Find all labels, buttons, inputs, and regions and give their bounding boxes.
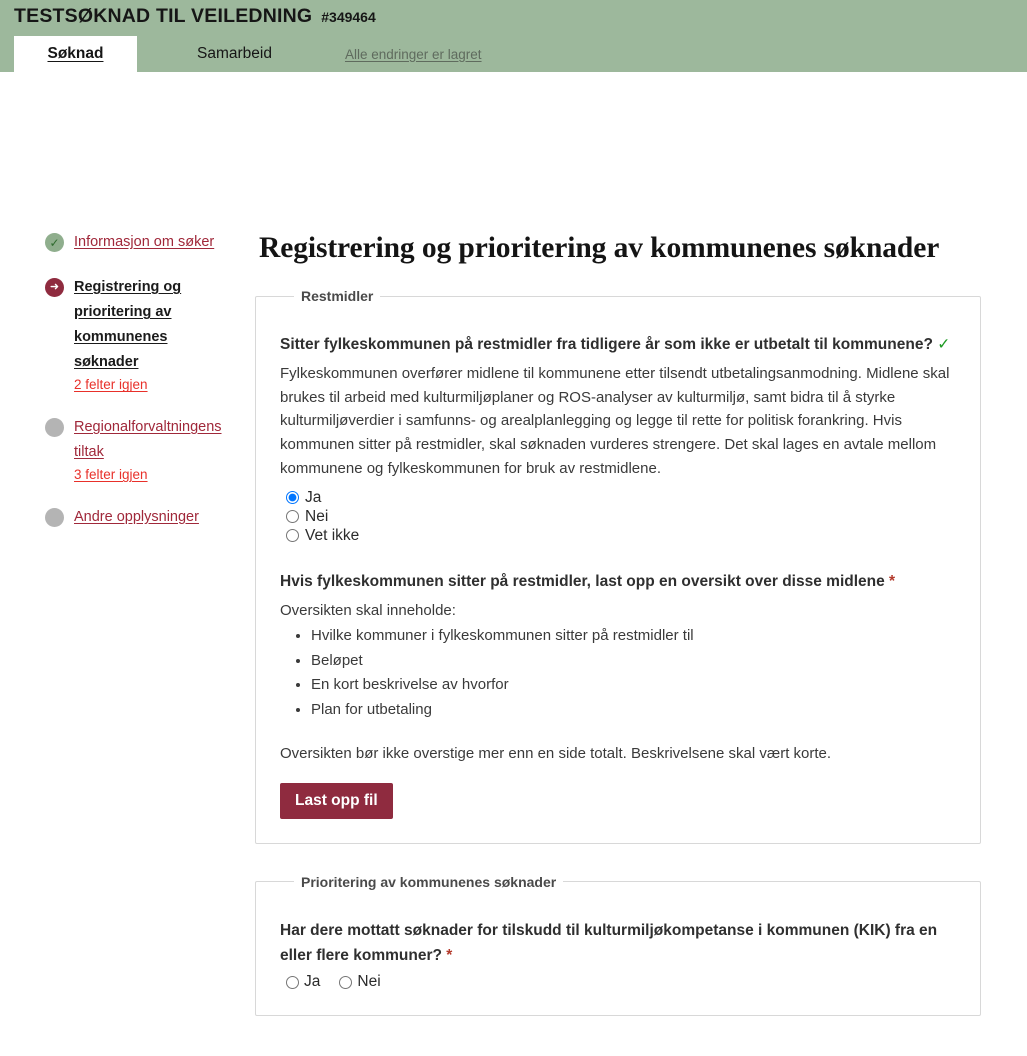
question-help-restmidler: Fylkeskommunen overfører midlene til kommunene etter tilsendt utbetalingsanmodning. Midlene skal brukes til arbeid med kulturmiljøplaner og ROS-analyser av kulturmiljø, samt bidra til å styrke kulturmiljøverdier i samfunns- og arealplanlegging og legge til rette for politisk forankring. Hvis kommunen sitter på restmidler, skal søknaden vurderes strengere. Det skal lages en avtale mellom kommunene og fylkeskommunen for bruk av restmidlene.	[280, 365, 950, 477]
fieldset-prioritering	[255, 874, 981, 1016]
radio-label-vet-ikke[interactable]: Vet ikke	[305, 526, 360, 544]
fieldset-restmidler	[255, 288, 981, 844]
question-text: Sitter fylkeskommunen på restmidler fra tidligere år som ikke er utbetalt til kommunene?	[280, 336, 933, 353]
radio-label-ja[interactable]: Ja	[305, 488, 322, 506]
dot-circle-icon	[45, 418, 64, 437]
radio-input-ja[interactable]	[286, 491, 299, 504]
sidebar-item-label: Informasjon om søker	[74, 234, 215, 250]
question-label-kik	[280, 918, 956, 968]
sidebar-item-remaining-fields[interactable]: 3 felter igjen	[74, 467, 148, 483]
radio-input-vet-ikke[interactable]	[286, 529, 299, 542]
radio-label-ja[interactable]: Ja	[304, 973, 321, 990]
question-label-last-opp-oversikt	[280, 569, 956, 594]
sidebar-item-registrering-og-prioritering[interactable]	[45, 275, 255, 395]
upload-file-button[interactable]: Last opp fil	[280, 783, 393, 819]
required-asterisk-icon: *	[446, 946, 453, 964]
check-circle-icon: ✓	[45, 233, 64, 252]
radio-option-vet-ikke[interactable]	[280, 527, 956, 545]
sidebar-item-regionalforvaltningens-tiltak[interactable]	[45, 415, 255, 485]
radio-option-nei[interactable]	[280, 508, 956, 526]
sidebar-item-andre-opplysninger[interactable]	[45, 505, 255, 530]
list-item: • En kort beskrivelse av hvorfor	[311, 673, 956, 697]
sidebar-item-texts	[74, 415, 224, 485]
radio-input-nei[interactable]	[286, 510, 299, 523]
question-text: Har dere mottatt søknader for tilskudd til kulturmiljøkompetanse i kommunen (KIK) fra en eller flere kommuner?	[280, 921, 938, 964]
sidebar-item-remaining-fields[interactable]: 2 felter igjen	[74, 377, 148, 393]
sidebar-item-texts	[74, 230, 214, 255]
radio-option-ja[interactable]	[280, 489, 956, 507]
dot-circle-icon	[45, 508, 64, 527]
app-header	[0, 0, 1027, 72]
radio-input-ja[interactable]	[286, 976, 299, 989]
tab-samarbeid[interactable]: Samarbeid	[197, 45, 272, 62]
sidebar-item-texts	[74, 275, 224, 395]
oversikt-requirements-list	[280, 624, 956, 722]
save-status-link[interactable]: Alle endringer er lagret	[344, 46, 482, 62]
radio-label-nei[interactable]: Nei	[357, 973, 381, 990]
fieldset-legend-restmidler: Restmidler	[301, 288, 374, 304]
section-heading: Registrering og prioritering av kommunenes søknader	[259, 232, 940, 264]
list-item: • Hvilke kommuner i fylkeskommunen sitter på restmidler til	[311, 624, 956, 648]
arrow-right-circle-icon: ➜	[45, 278, 64, 297]
sidebar-item-label: Registrering og prioritering av kommunenes søknader	[74, 279, 182, 371]
list-item: • Beløpet	[311, 649, 956, 673]
radio-label-nei[interactable]: Nei	[305, 507, 329, 525]
application-id: #349464	[321, 9, 376, 25]
required-asterisk-icon: *	[889, 572, 896, 590]
sidebar-item-informasjon-om-soker[interactable]	[45, 230, 255, 255]
answered-check-icon: ✓	[937, 336, 951, 353]
main-content	[255, 150, 1027, 1046]
radio-input-nei[interactable]	[339, 976, 352, 989]
header-title-row	[0, 0, 1027, 34]
page-title: TESTSØKNAD TIL VEILEDNING	[14, 5, 313, 27]
sidebar-item-label: Regionalforvaltningens tiltak	[74, 418, 222, 461]
list-item: • Plan for utbetaling	[311, 698, 956, 722]
question-help-oversikt: Oversikten skal inneholde:	[280, 601, 456, 619]
question-text: Hvis fylkeskommunen sitter på restmidler, last opp en oversikt over disse midlene	[280, 572, 885, 590]
oversikt-note: Oversikten bør ikke overstige mer enn en side totalt. Beskrivelsene skal vært korte.	[280, 745, 832, 763]
tab-bar	[0, 36, 482, 72]
fieldset-legend-prioritering: Prioritering av kommunenes søknader	[301, 873, 557, 890]
sidebar-item-texts	[74, 505, 199, 530]
sidebar-nav	[0, 150, 255, 1046]
radio-group-restmidler	[280, 489, 956, 545]
tab-soknad[interactable]: Søknad	[14, 36, 137, 72]
radio-group-kik	[280, 973, 956, 991]
page-body	[0, 72, 1027, 1046]
sidebar-item-label: Andre opplysninger	[74, 508, 199, 525]
question-label-restmidler	[280, 332, 956, 357]
